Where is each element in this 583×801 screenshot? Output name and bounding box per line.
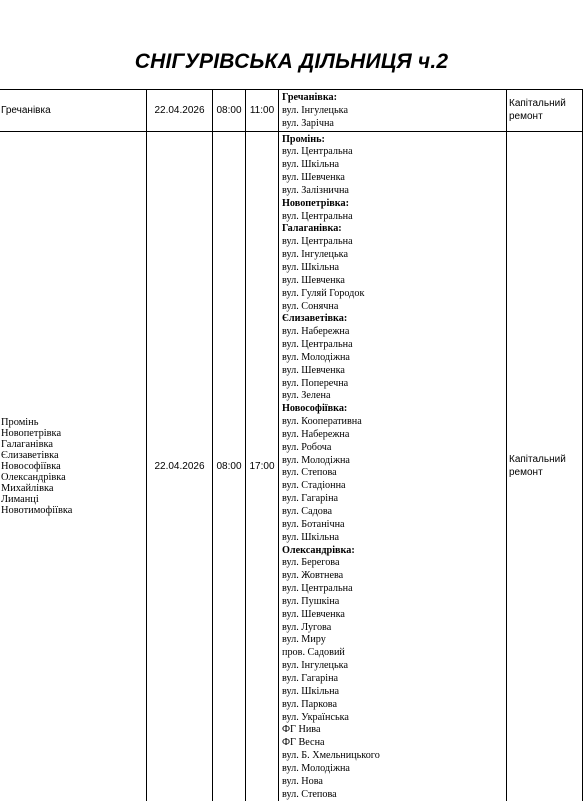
street-name: вул. Степова <box>282 788 337 800</box>
streets-list <box>282 92 504 131</box>
end-time-cell: 17:00 <box>246 131 279 801</box>
street-name: вул. Центральна <box>282 236 353 248</box>
village-heading: Єлизаветівка: <box>282 313 348 325</box>
settlements-list <box>1 417 144 517</box>
street-name: вул. Гагаріна <box>282 672 339 684</box>
settlements-cell: Гречанівка <box>0 90 147 132</box>
outage-schedule-table <box>0 89 583 801</box>
street-name: вул. Інгулецька <box>282 660 348 672</box>
street-name: ФГ Нива <box>282 724 321 736</box>
street-name: вул. Шевченка <box>282 608 345 620</box>
streets-cell <box>279 131 507 801</box>
street-name: вул. Центральна <box>282 583 353 595</box>
village-heading: Новософіївка: <box>282 403 348 415</box>
village-heading: Галаганівка: <box>282 223 342 235</box>
street-name: вул. Шкільна <box>282 159 340 171</box>
street-name: вул. Зарічна <box>282 117 334 129</box>
street-name: вул. Українська <box>282 711 349 723</box>
street-name: вул. Ботанічна <box>282 518 345 530</box>
settlement-name: Промінь <box>1 416 39 428</box>
settlement-name: Лиманці <box>1 494 39 506</box>
street-name: вул. Шкільна <box>282 531 340 543</box>
street-name: вул. Гагаріна <box>282 493 339 505</box>
settlement-name: Новотимофіївка <box>1 505 73 517</box>
street-name: вул. Нова <box>282 775 323 787</box>
street-name: ФГ Весна <box>282 737 325 749</box>
end-time-cell: 11:00 <box>246 90 279 132</box>
street-name: вул. Шевченка <box>282 364 345 376</box>
street-name: вул. Берегова <box>282 557 340 569</box>
street-name: вул. Інгулецька <box>282 249 348 261</box>
street-name: вул. Набережна <box>282 428 350 440</box>
settlement-name: Олександрівка <box>1 472 66 484</box>
streets-cell <box>279 90 507 132</box>
settlement-name: Єлизаветівка <box>1 449 59 461</box>
reason-cell: Капітальний ремонт <box>507 90 583 132</box>
street-name: вул. Молодіжна <box>282 762 350 774</box>
street-name: вул. Миру <box>282 634 326 646</box>
street-name: вул. Шевченка <box>282 172 345 184</box>
village-heading: Промінь: <box>282 133 325 145</box>
village-heading: Новопетрівка: <box>282 197 350 209</box>
street-name: пров. Садовий <box>282 647 345 659</box>
start-time-cell: 08:00 <box>213 90 246 132</box>
street-name: вул. Центральна <box>282 210 353 222</box>
streets-list <box>282 134 504 801</box>
village-heading: Олександрівка: <box>282 544 355 556</box>
table-row <box>0 90 583 132</box>
street-name: вул. Пушкіна <box>282 595 340 607</box>
street-name: вул. Шкільна <box>282 261 340 273</box>
page-title: СНІГУРІВСЬКА ДІЛЬНИЦЯ ч.2 <box>134 50 449 73</box>
street-name: вул. Стадіонна <box>282 480 346 492</box>
street-name: вул. Центральна <box>282 339 353 351</box>
street-name: вул. Садова <box>282 506 333 517</box>
street-name: вул. Жовтнева <box>282 570 344 582</box>
street-name: вул. Сонячна <box>282 300 339 312</box>
start-time-cell: 08:00 <box>213 131 246 801</box>
street-name: вул. Поперечна <box>282 377 349 389</box>
street-name: вул. Шевченка <box>282 274 345 286</box>
settlement-name: Галаганівка <box>1 438 53 450</box>
street-name: вул. Паркова <box>282 698 337 710</box>
street-name: вул. Гуляй Городок <box>282 287 365 299</box>
street-name: вул. Робоча <box>282 441 332 453</box>
street-name: вул. Б. Хмельницького <box>282 750 380 762</box>
street-name: вул. Степова <box>282 467 337 479</box>
settlement-name: Новософіївка <box>1 460 61 472</box>
reason-cell: Капітальний ремонт <box>507 131 583 801</box>
settlement-name: Новопетрівка <box>1 427 62 439</box>
street-name: вул. Зелена <box>282 390 331 402</box>
street-name: вул. Лугова <box>282 621 332 633</box>
table-row <box>0 131 583 801</box>
street-name: вул. Центральна <box>282 146 353 158</box>
date-cell: 22.04.2026 <box>147 131 213 801</box>
street-name: вул. Шкільна <box>282 685 340 697</box>
street-name: вул. Залізнична <box>282 184 349 196</box>
settlement-name: Михайлівка <box>1 483 54 495</box>
street-name: вул. Молодіжна <box>282 351 350 363</box>
street-name: вул. Набережна <box>282 326 350 338</box>
street-name: вул. Кооперативна <box>282 416 362 428</box>
settlements-cell <box>0 131 147 801</box>
street-name: вул. Молодіжна <box>282 454 350 466</box>
street-name: вул. Інгулецька <box>282 104 348 116</box>
date-cell: 22.04.2026 <box>147 90 213 132</box>
village-heading: Гречанівка: <box>282 92 338 103</box>
